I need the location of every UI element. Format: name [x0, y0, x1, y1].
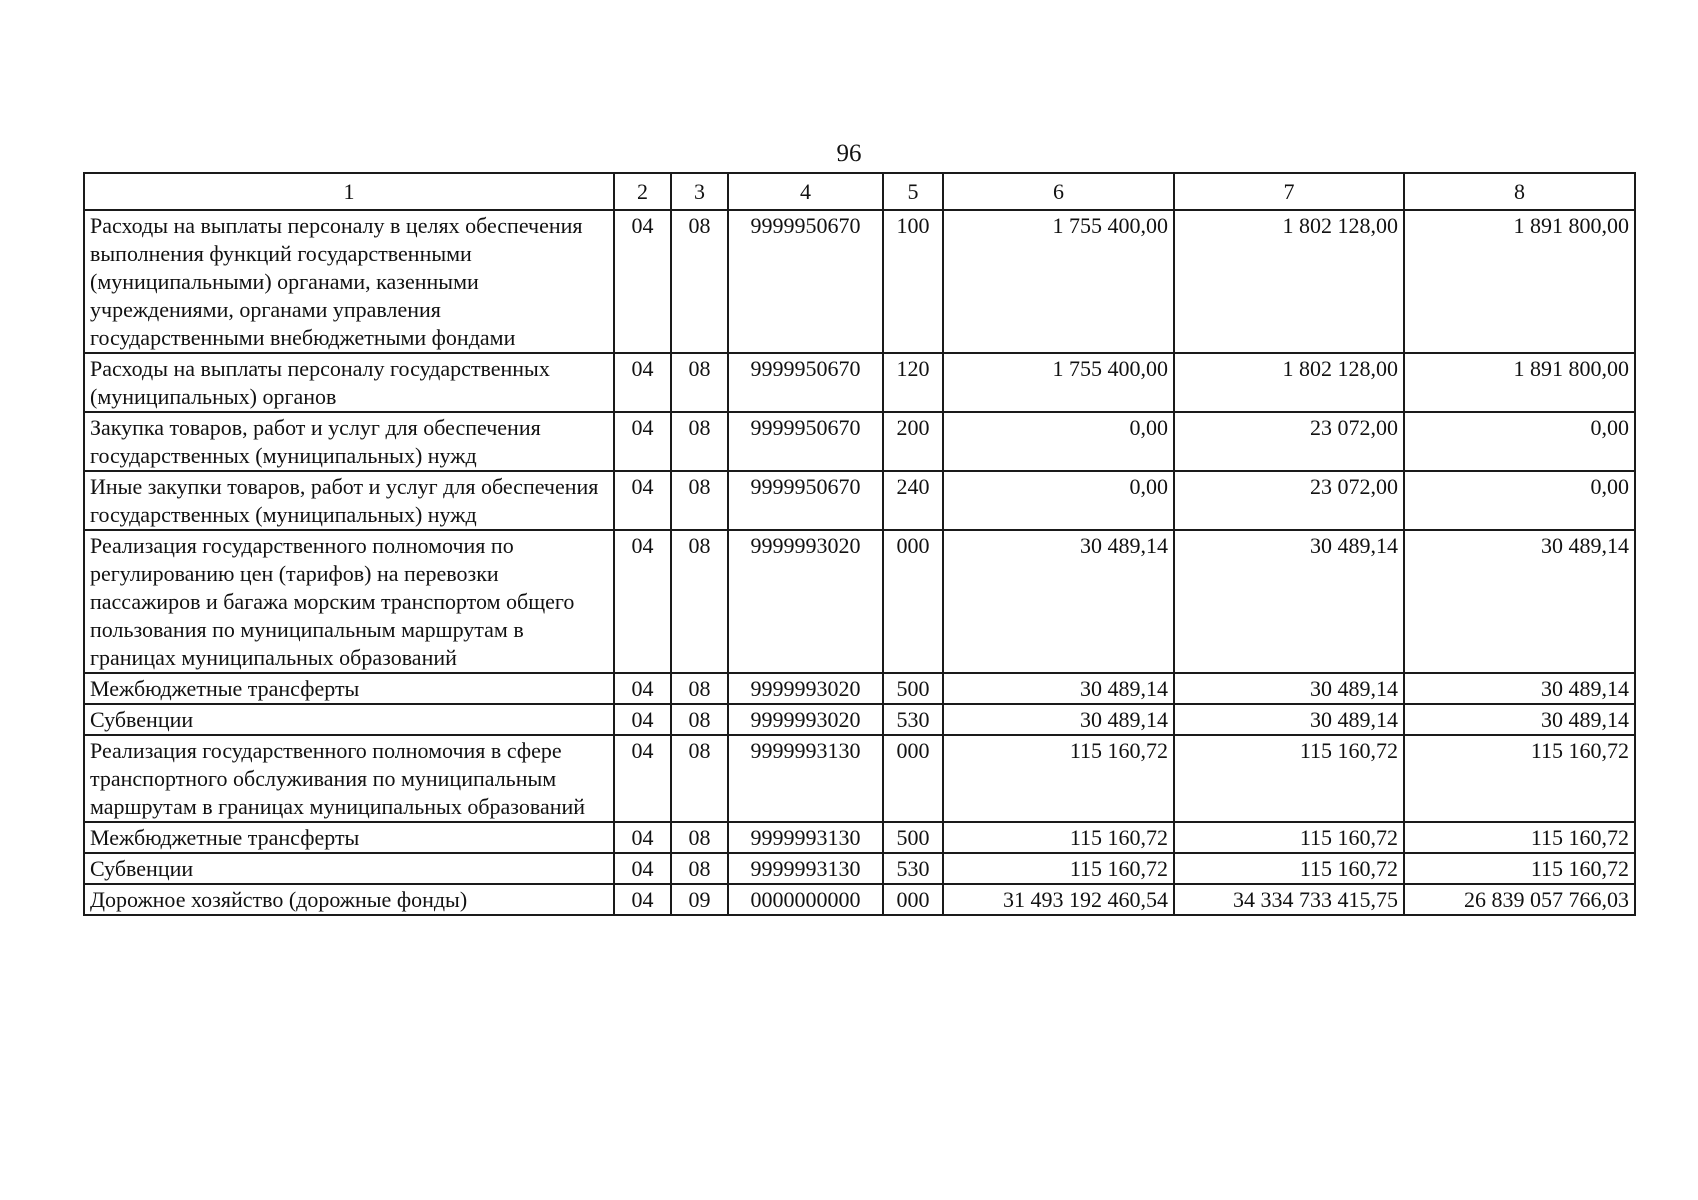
- row-amount-col7: 1 802 128,00: [1174, 353, 1404, 412]
- row-subsection: 08: [671, 853, 728, 884]
- row-amount-col8: 30 489,14: [1404, 530, 1635, 673]
- row-section: 04: [614, 704, 671, 735]
- row-expense-type: 000: [883, 530, 943, 673]
- row-amount-col6: 0,00: [943, 412, 1174, 471]
- row-subsection: 08: [671, 530, 728, 673]
- row-amount-col6: 30 489,14: [943, 530, 1174, 673]
- row-amount-col6: 30 489,14: [943, 673, 1174, 704]
- budget-table: [83, 172, 1636, 916]
- row-amount-col8: 30 489,14: [1404, 673, 1635, 704]
- row-amount-col7: 115 160,72: [1174, 735, 1404, 822]
- row-target-article: 9999950670: [728, 471, 883, 530]
- row-expense-type: 530: [883, 853, 943, 884]
- row-name: Дорожное хозяйство (дорожные фонды): [84, 884, 614, 915]
- row-amount-col8: 115 160,72: [1404, 735, 1635, 822]
- row-name: Субвенции: [84, 704, 614, 735]
- row-name: Реализация государственного полномочия в сфере транспортного обслуживания по муниципальным маршрутам в границах муниципальных образований: [84, 735, 614, 822]
- row-amount-col6: 1 755 400,00: [943, 210, 1174, 353]
- header-col-5: 5: [883, 173, 943, 210]
- row-amount-col6: 0,00: [943, 471, 1174, 530]
- row-name: Закупка товаров, работ и услуг для обеспечения государственных (муниципальных) нужд: [84, 412, 614, 471]
- row-section: 04: [614, 853, 671, 884]
- table-row: [84, 673, 1635, 704]
- row-subsection: 08: [671, 412, 728, 471]
- row-section: 04: [614, 822, 671, 853]
- row-subsection: 09: [671, 884, 728, 915]
- row-expense-type: 500: [883, 822, 943, 853]
- row-amount-col8: 26 839 057 766,03: [1404, 884, 1635, 915]
- row-name: Межбюджетные трансферты: [84, 673, 614, 704]
- header-col-3: 3: [671, 173, 728, 210]
- row-target-article: 9999993020: [728, 704, 883, 735]
- table-row: [84, 735, 1635, 822]
- row-target-article: 9999950670: [728, 353, 883, 412]
- row-target-article: 9999950670: [728, 412, 883, 471]
- row-name: Расходы на выплаты персоналу в целях обеспечения выполнения функций государственными (муниципальными) органами, казенными учреждениями, органами управления государственными внебюджетными фондами: [84, 210, 614, 353]
- row-expense-type: 530: [883, 704, 943, 735]
- row-amount-col6: 115 160,72: [943, 735, 1174, 822]
- header-col-6: 6: [943, 173, 1174, 210]
- row-amount-col7: 34 334 733 415,75: [1174, 884, 1404, 915]
- row-amount-col7: 23 072,00: [1174, 471, 1404, 530]
- row-amount-col6: 31 493 192 460,54: [943, 884, 1174, 915]
- row-amount-col7: 1 802 128,00: [1174, 210, 1404, 353]
- row-amount-col7: 30 489,14: [1174, 530, 1404, 673]
- row-subsection: 08: [671, 210, 728, 353]
- row-expense-type: 200: [883, 412, 943, 471]
- row-amount-col8: 1 891 800,00: [1404, 210, 1635, 353]
- row-section: 04: [614, 530, 671, 673]
- row-section: 04: [614, 471, 671, 530]
- row-amount-col6: 30 489,14: [943, 704, 1174, 735]
- row-expense-type: 240: [883, 471, 943, 530]
- header-col-7: 7: [1174, 173, 1404, 210]
- row-name: Межбюджетные трансферты: [84, 822, 614, 853]
- row-subsection: 08: [671, 673, 728, 704]
- row-target-article: 9999950670: [728, 210, 883, 353]
- table-row: [84, 884, 1635, 915]
- header-col-8: 8: [1404, 173, 1635, 210]
- row-amount-col7: 115 160,72: [1174, 853, 1404, 884]
- row-expense-type: 000: [883, 735, 943, 822]
- row-target-article: 0000000000: [728, 884, 883, 915]
- row-amount-col7: 30 489,14: [1174, 704, 1404, 735]
- table-row: [84, 210, 1635, 353]
- row-subsection: 08: [671, 735, 728, 822]
- row-name: Реализация государственного полномочия по регулированию цен (тарифов) на перевозки пассажиров и багажа морским транспортом общего пользования по муниципальным маршрутам в границах муниципальных образований: [84, 530, 614, 673]
- row-amount-col7: 23 072,00: [1174, 412, 1404, 471]
- row-amount-col6: 115 160,72: [943, 822, 1174, 853]
- header-col-1: 1: [84, 173, 614, 210]
- row-amount-col7: 30 489,14: [1174, 673, 1404, 704]
- row-section: 04: [614, 210, 671, 353]
- row-target-article: 9999993130: [728, 735, 883, 822]
- row-target-article: 9999993020: [728, 673, 883, 704]
- row-amount-col6: 1 755 400,00: [943, 353, 1174, 412]
- row-section: 04: [614, 884, 671, 915]
- row-target-article: 9999993130: [728, 822, 883, 853]
- row-expense-type: 120: [883, 353, 943, 412]
- row-target-article: 9999993020: [728, 530, 883, 673]
- row-amount-col8: 30 489,14: [1404, 704, 1635, 735]
- row-amount-col6: 115 160,72: [943, 853, 1174, 884]
- row-expense-type: 500: [883, 673, 943, 704]
- row-target-article: 9999993130: [728, 853, 883, 884]
- table-row: [84, 353, 1635, 412]
- row-subsection: 08: [671, 822, 728, 853]
- row-section: 04: [614, 735, 671, 822]
- row-name: Субвенции: [84, 853, 614, 884]
- table-row: [84, 412, 1635, 471]
- row-name: Расходы на выплаты персоналу государственных (муниципальных) органов: [84, 353, 614, 412]
- row-expense-type: 100: [883, 210, 943, 353]
- row-amount-col8: 0,00: [1404, 412, 1635, 471]
- row-amount-col7: 115 160,72: [1174, 822, 1404, 853]
- row-amount-col8: 115 160,72: [1404, 822, 1635, 853]
- row-subsection: 08: [671, 704, 728, 735]
- row-name: Иные закупки товаров, работ и услуг для обеспечения государственных (муниципальных) нужд: [84, 471, 614, 530]
- row-section: 04: [614, 353, 671, 412]
- row-subsection: 08: [671, 471, 728, 530]
- table-row: [84, 822, 1635, 853]
- table-row: [84, 471, 1635, 530]
- row-subsection: 08: [671, 353, 728, 412]
- row-amount-col8: 0,00: [1404, 471, 1635, 530]
- table-row: [84, 853, 1635, 884]
- header-col-4: 4: [728, 173, 883, 210]
- row-section: 04: [614, 673, 671, 704]
- row-expense-type: 000: [883, 884, 943, 915]
- table-row: [84, 530, 1635, 673]
- table-row: [84, 704, 1635, 735]
- header-row: [84, 173, 1635, 210]
- row-section: 04: [614, 412, 671, 471]
- header-col-2: 2: [614, 173, 671, 210]
- page-number: 96: [836, 140, 862, 167]
- row-amount-col8: 115 160,72: [1404, 853, 1635, 884]
- row-amount-col8: 1 891 800,00: [1404, 353, 1635, 412]
